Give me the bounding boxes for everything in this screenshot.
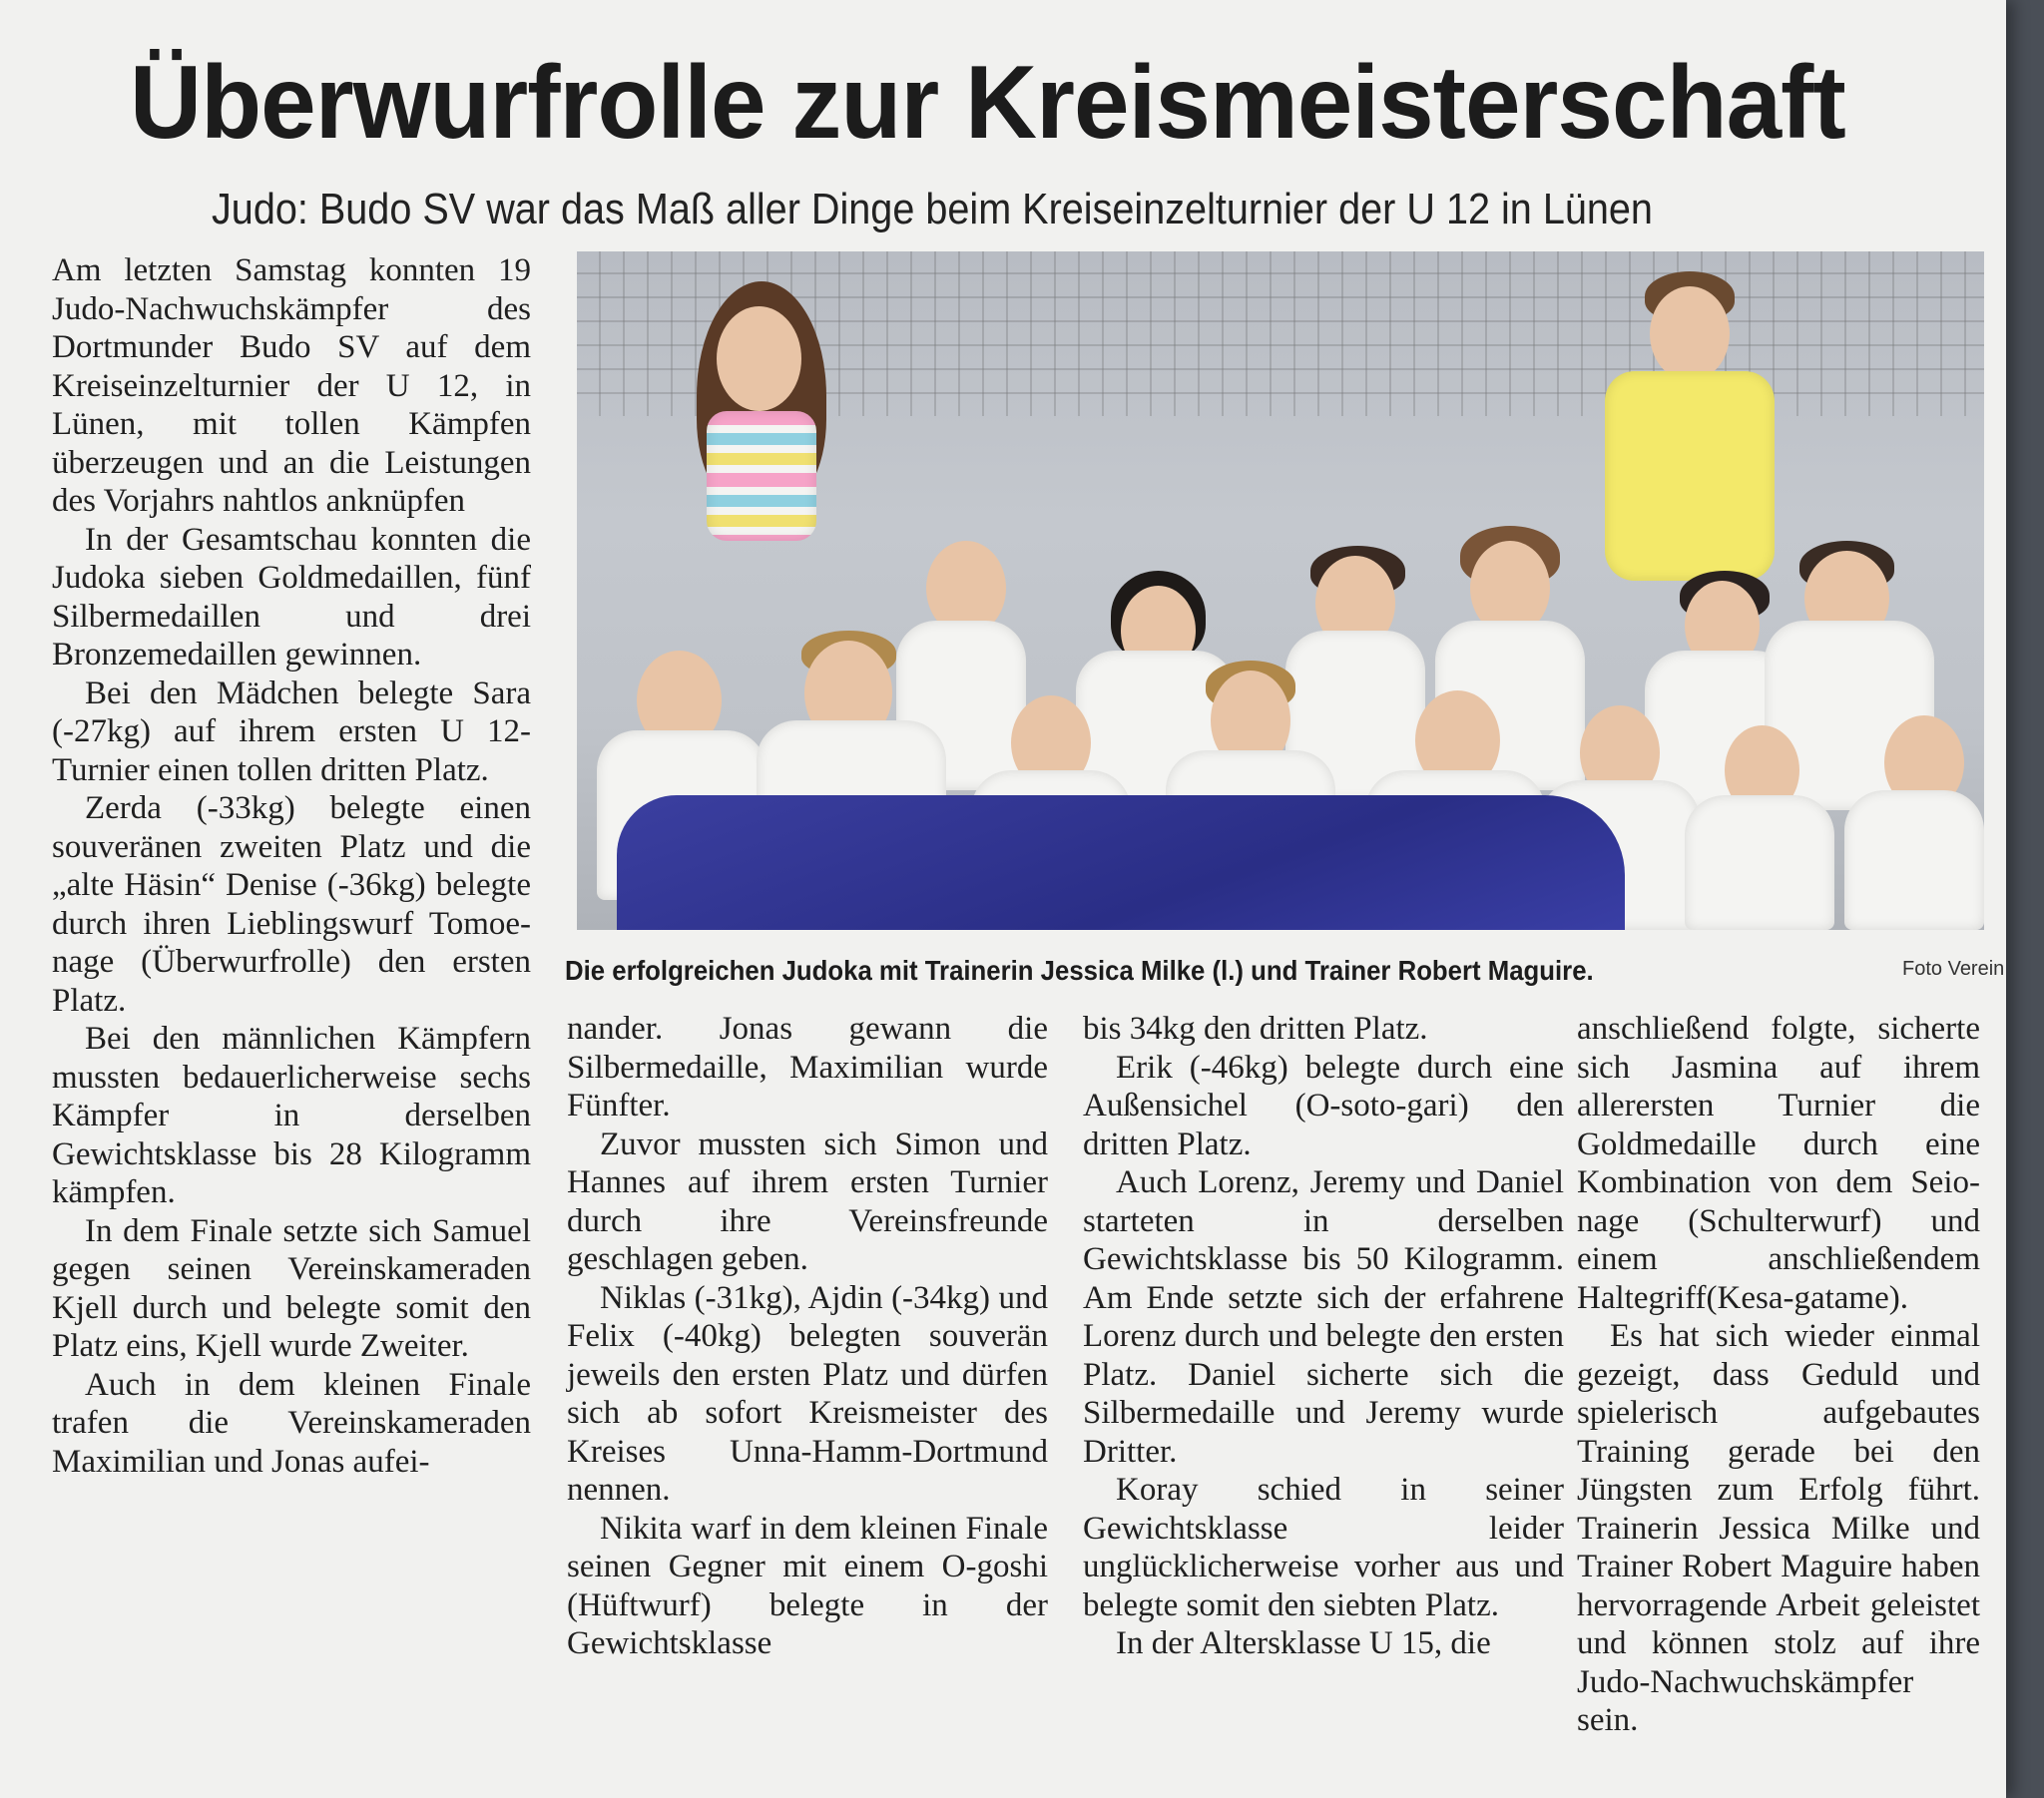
paragraph: Auch in dem kleinen Finale trafen die Vereinskameraden Maximilian und Jonas aufei- (52, 1366, 531, 1480)
paragraph: Nikita warf in dem kleinen Finale seinen Gegner mit einem O-goshi (Hüftwurf) belegte in der Gewichtsklasse (567, 1510, 1048, 1661)
paragraph: Es hat sich wieder einmal gezeigt, dass Geduld und spielerisch aufgebautes Training gerade bei den Jüngsten zum Erfolg führt. Trainerin Jessica Milke und Trainer Robert Maguire haben hervorragende Arbeit geleistet und können stolz auf ihre Judo-Nachwuchskämpfer sein. (1577, 1318, 1980, 1738)
paragraph: Bei den männlichen Kämpfern mussten bedauerlicherweise sechs Kämpfer in derselben Gewichtsklasse bis 28 Kilogramm kämpfen. (52, 1021, 531, 1210)
paragraph: Auch Lorenz, Jeremy und Daniel starteten in derselben Gewichtsklasse bis 50 Kilogramm. Am Ende setzte sich der erfahrene Lorenz durch und belegte den ersten Platz. Daniel sicherte sich die Silbermedaille und Jeremy wurde Dritter. (1083, 1164, 1564, 1470)
subheadline: Judo: Budo SV war das Maß aller Dinge beim Kreiseinzelturnier der U 12 in Lünen (212, 185, 1653, 233)
paragraph: Bei den Mädchen belegte Sara (-27kg) auf ihrem ersten U 12-Turnier einen tollen dritten Platz. (52, 674, 531, 788)
text-column-1 (52, 251, 531, 1481)
paragraph: bis 34kg den dritten Platz. (1083, 1011, 1428, 1047)
paragraph: Zuvor mussten sich Simon und Hannes auf ihrem ersten Turnier durch ihre Vereinsfreunde geschlagen geben. (567, 1125, 1048, 1277)
paragraph: In der Gesamtschau konnten die Judoka sieben Goldmedaillen, fünf Silbermedaillen und drei Bronzemedaillen gewinnen. (52, 521, 531, 673)
paragraph: nander. Jonas gewann die Silbermedaille, Maximilian wurde Fünfter. (567, 1011, 1048, 1124)
paragraph: In der Altersklasse U 15, die (1116, 1625, 1491, 1661)
team-photo (577, 251, 1984, 930)
paragraph: Niklas (-31kg), Ajdin (-34kg) und Felix (-40kg) belegten souverän jeweils den ersten Platz und dürfen sich ab sofort Kreismeister des Kreises Unna-Hamm-Dortmund nennen. (567, 1279, 1048, 1508)
text-column-2 (567, 1010, 1048, 1663)
paragraph: anschließend folgte, sicherte sich Jasmina auf ihrem allerersten Turnier die Goldmedaille durch eine Kombination von dem Seio-nage (Schulterwurf) und einem anschließendem Haltegriff(Kesa-gatame). (1577, 1011, 1980, 1316)
paragraph: Am letzten Samstag konnten 19 Judo-Nachwuchskämpfer des Dortmunder Budo SV auf dem Kreiseinzelturnier der U 12, in Lünen, mit tollen Kämpfen überzeugen und an die Leistungen des Vorjahrs nahtlos anknüpfen (52, 252, 531, 519)
paragraph: Koray schied in seiner Gewichtsklasse leider unglücklicherweise vorher aus und belegte somit den siebten Platz. (1083, 1472, 1564, 1623)
paragraph: In dem Finale setzte sich Samuel gegen seinen Vereinskameraden Kjell durch und belegte somit den Platz eins, Kjell wurde Zweiter. (52, 1212, 531, 1364)
paragraph: Zerda (-33kg) belegte einen souveränen zweiten Platz und die „alte Häsin“ Denise (-36kg) belegte durch ihren Lieblingswurf Tomoe-nage (Überwurfrolle) den ersten Platz. (52, 790, 531, 1019)
photo-credit: Foto Verein (1902, 958, 2005, 980)
photo-caption: Die erfolgreichen Judoka mit Trainerin Jessica Milke (l.) und Trainer Robert Maguire. (565, 955, 1594, 986)
text-column-4 (1577, 1010, 1980, 1740)
text-column-3 (1083, 1010, 1564, 1663)
club-flag (617, 795, 1625, 930)
paragraph: Erik (-46kg) belegte durch eine Außensichel (O-soto-gari) den dritten Platz. (1083, 1049, 1564, 1162)
headline: Überwurfrolle zur Kreismeisterschaft (130, 45, 1845, 161)
